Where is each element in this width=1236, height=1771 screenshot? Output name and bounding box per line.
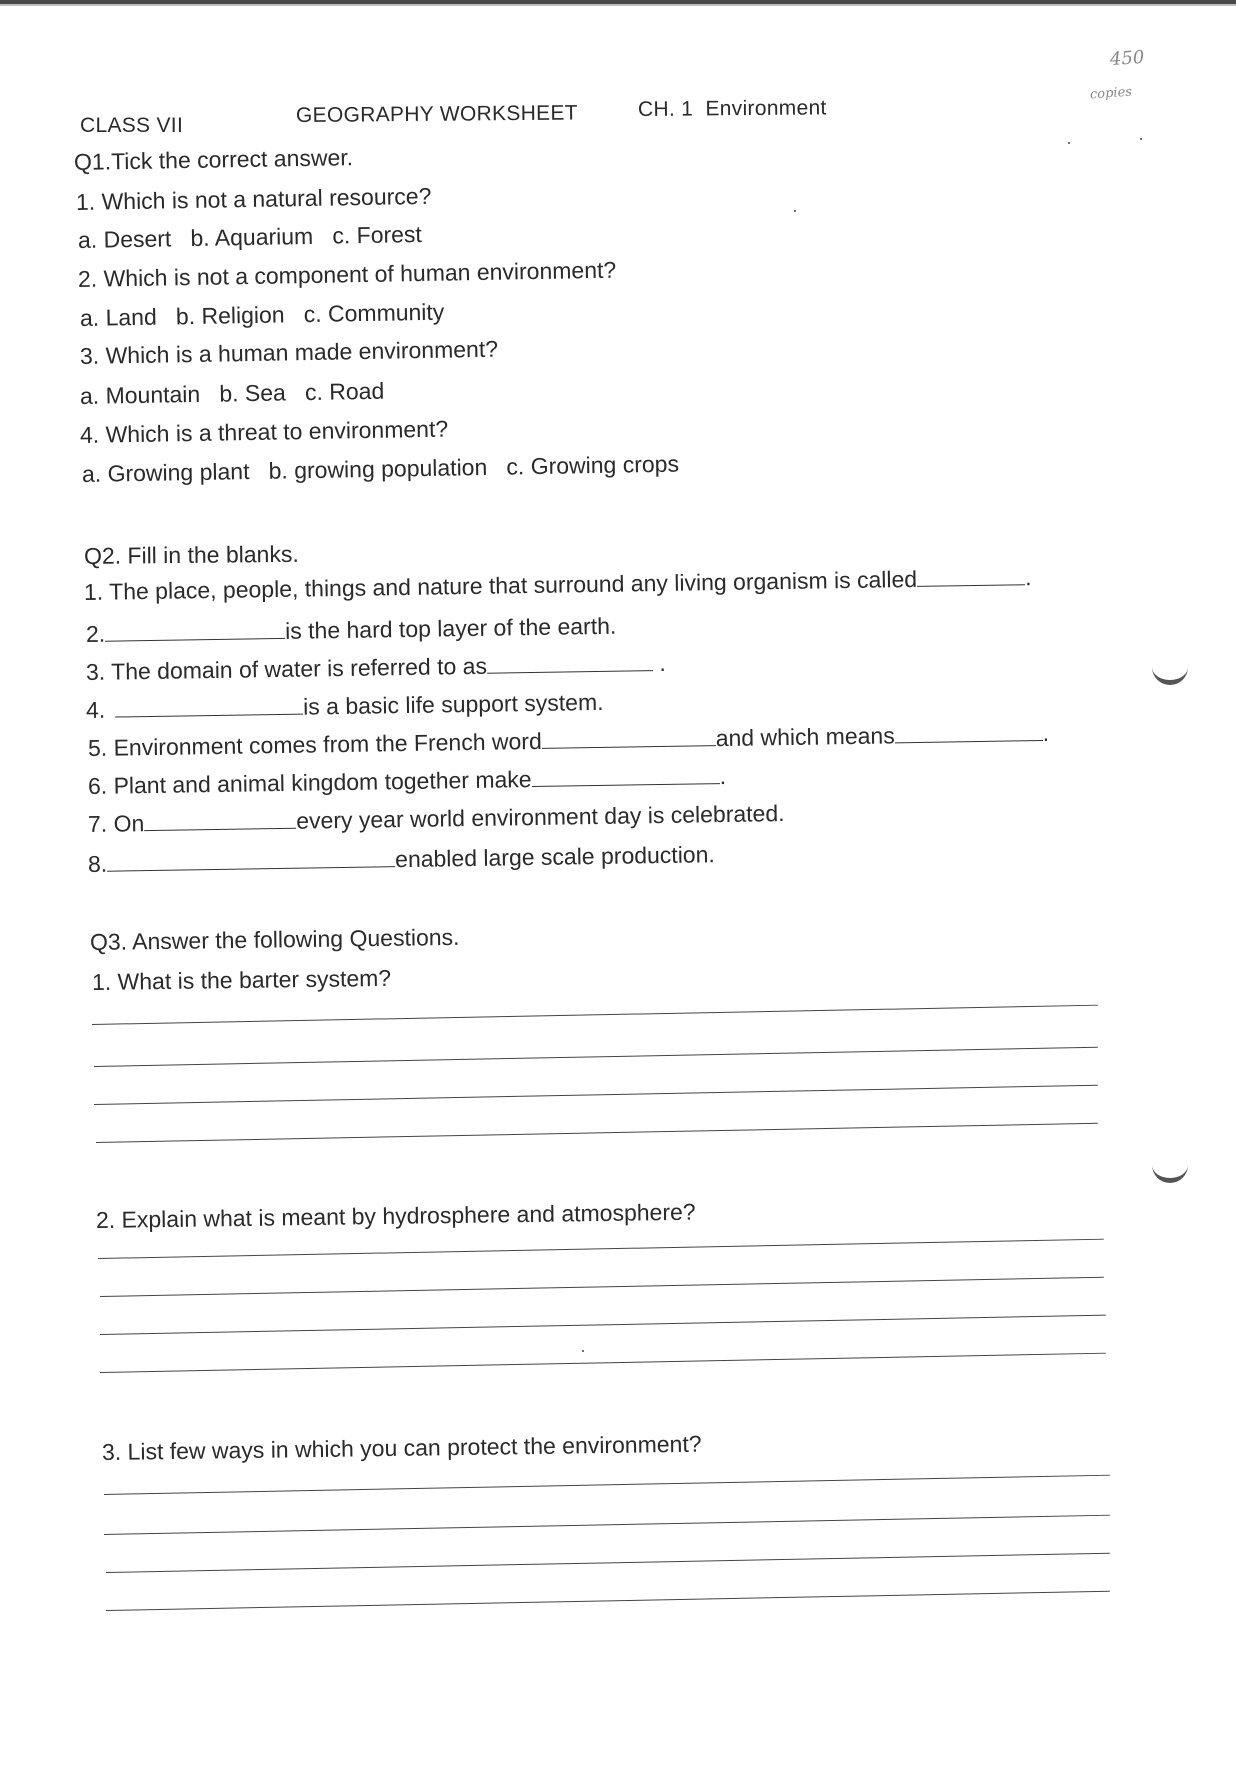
q2-blank-5-end: . bbox=[1042, 719, 1050, 747]
q2-blank-1-end: . bbox=[1024, 564, 1032, 591]
answer-line[interactable] bbox=[94, 1085, 1098, 1105]
q1-question-4: 4. Which is a threat to environment? bbox=[79, 415, 449, 448]
scan-speck bbox=[582, 1350, 584, 1352]
q2-blank-2[interactable] bbox=[105, 618, 285, 642]
q2-sentence-7-number: 7. On bbox=[87, 810, 145, 837]
answer-line[interactable] bbox=[94, 1047, 1098, 1067]
answer-line[interactable] bbox=[100, 1353, 1106, 1373]
q1-options-4: a. Growing plant b. growing population c. Growing crops bbox=[81, 450, 680, 487]
q2-sentence-7 bbox=[88, 799, 785, 838]
class-label: CLASS VII bbox=[80, 114, 184, 137]
q2-sentence-4-text: is a basic life support system. bbox=[302, 688, 604, 720]
q2-blank-3[interactable] bbox=[487, 650, 653, 674]
scan-speck bbox=[1068, 142, 1070, 144]
q2-blank-6[interactable] bbox=[531, 763, 719, 787]
scan-top-shadow bbox=[0, 4, 1236, 6]
q2-blank-5b[interactable] bbox=[894, 720, 1042, 743]
q1-options-1: a. Desert b. Aquarium c. Forest bbox=[77, 221, 423, 253]
answer-line[interactable] bbox=[106, 1553, 1110, 1573]
q2-blank-5a[interactable] bbox=[542, 725, 716, 749]
q2-sentence-8-number: 8. bbox=[87, 850, 108, 877]
punch-hole-mark bbox=[1152, 664, 1188, 685]
answer-line[interactable] bbox=[92, 1005, 1098, 1025]
q2-blank-1[interactable] bbox=[917, 564, 1025, 587]
q1-options-2: a. Land b. Religion c. Community bbox=[79, 298, 445, 331]
answer-line[interactable] bbox=[98, 1239, 1104, 1259]
q3-question-2: 2. Explain what is meant by hydrosphere and atmosphere? bbox=[95, 1198, 696, 1233]
q2-sentence-2 bbox=[86, 612, 617, 648]
q1-heading: Q1.Tick the correct answer. bbox=[73, 144, 354, 175]
answer-line[interactable] bbox=[100, 1277, 1104, 1297]
q2-sentence-5 bbox=[88, 719, 1050, 762]
q2-sentence-4-number: 4. bbox=[85, 696, 106, 723]
chapter-label: CH. 1 Environment bbox=[637, 96, 827, 121]
answer-line[interactable] bbox=[104, 1475, 1110, 1495]
q3-heading: Q3. Answer the following Questions. bbox=[89, 923, 460, 955]
q2-sentence-4 bbox=[86, 688, 604, 724]
q2-sentence-5-text-a: 5. Environment comes from the French word bbox=[87, 727, 542, 761]
q2-sentence-6-text: 6. Plant and animal kingdom together make bbox=[87, 766, 532, 799]
q2-blank-3-end: . bbox=[652, 649, 666, 677]
q2-blank-6-end: . bbox=[719, 762, 727, 790]
q2-blank-4[interactable] bbox=[115, 694, 303, 718]
q1-question-1: 1. Which is not a natural resource? bbox=[75, 182, 432, 215]
q2-sentence-1 bbox=[84, 563, 1032, 606]
corner-mark: copies bbox=[1089, 84, 1133, 103]
worksheet-title: GEOGRAPHY WORKSHEET bbox=[295, 101, 578, 127]
q2-sentence-2-text: is the hard top layer of the earth. bbox=[284, 612, 617, 644]
q2-blank-7[interactable] bbox=[144, 808, 296, 831]
corner-mark: 450 bbox=[1109, 46, 1146, 71]
answer-line[interactable] bbox=[106, 1591, 1110, 1611]
scan-speck bbox=[1140, 138, 1142, 140]
q2-blank-8[interactable] bbox=[107, 846, 395, 872]
q2-sentence-5-text-b: and which means bbox=[715, 722, 895, 752]
q2-sentence-8-text: enabled large scale production. bbox=[394, 841, 715, 873]
q2-sentence-2-number: 2. bbox=[85, 620, 106, 647]
q2-sentence-3 bbox=[86, 649, 666, 686]
answer-line[interactable] bbox=[100, 1315, 1106, 1335]
q3-question-1: 1. What is the barter system? bbox=[91, 964, 392, 995]
scan-speck bbox=[794, 210, 796, 212]
answer-line[interactable] bbox=[96, 1123, 1098, 1143]
q1-question-2: 2. Which is not a component of human environment? bbox=[77, 256, 617, 292]
q2-sentence-8 bbox=[88, 840, 715, 878]
q2-sentence-1-text: 1. The place, people, things and nature that surround any living organism is called bbox=[83, 565, 918, 605]
answer-line[interactable] bbox=[104, 1515, 1110, 1535]
q2-sentence-6 bbox=[88, 762, 726, 800]
q1-question-3: 3. Which is a human made environment? bbox=[79, 335, 499, 369]
q2-heading: Q2. Fill in the blanks. bbox=[83, 540, 299, 569]
q3-question-3: 3. List few ways in which you can protect the environment? bbox=[101, 1430, 702, 1465]
q2-sentence-3-text: 3. The domain of water is referred to as bbox=[85, 652, 488, 685]
q2-sentence-7-text: every year world environment day is celebrated. bbox=[296, 800, 785, 834]
punch-hole-mark bbox=[1152, 1162, 1188, 1183]
q1-options-3: a. Mountain b. Sea c. Road bbox=[79, 377, 385, 409]
